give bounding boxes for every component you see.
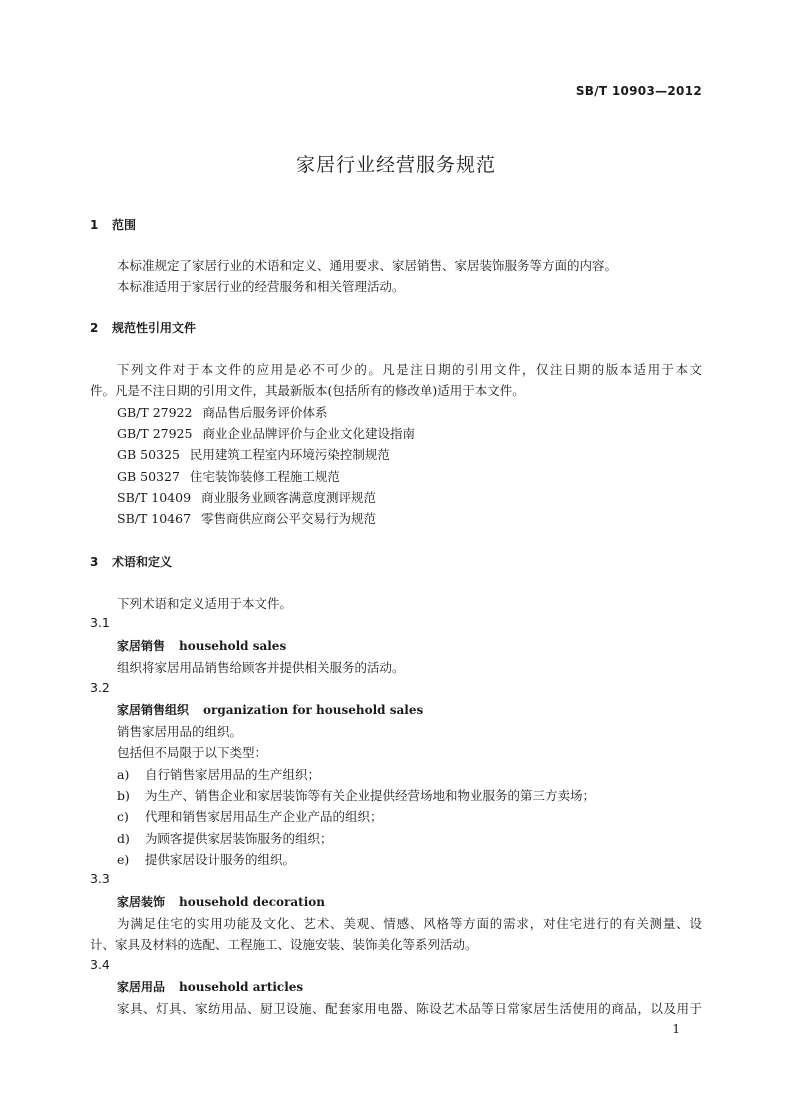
definition-line: 为满足住宅的实用功能及文化、艺术、美观、情感、风格等方面的需求，对住宅进行的有关测量、设 <box>117 916 702 931</box>
list-item <box>117 850 295 868</box>
clause-number: 3.3 <box>90 871 110 886</box>
reference-item <box>117 424 415 442</box>
definition: 销售家居用品的组织。 <box>117 724 243 739</box>
list-marker: c) <box>117 809 129 824</box>
term-chinese: 家居用品 <box>117 980 166 994</box>
reference-code: SB/T 10467 <box>117 511 192 526</box>
section-title: 术语和定义 <box>112 555 173 569</box>
reference-code: SB/T 10409 <box>117 490 192 505</box>
reference-code: GB/T 27922 <box>117 405 193 420</box>
definition: 组织将家居用品销售给顾客并提供相关服务的活动。 <box>117 660 405 675</box>
reference-name: 零售商供应商公平交易行为规范 <box>201 511 377 526</box>
term-english: household articles <box>179 980 304 994</box>
reference-item <box>117 403 327 421</box>
reference-item <box>117 445 390 463</box>
term-entry <box>117 978 303 995</box>
list-marker: e) <box>117 852 130 867</box>
list-text: 提供家居设计服务的组织。 <box>145 852 296 867</box>
list-text: 自行销售家居用品的生产组织； <box>145 767 321 782</box>
reference-name: 商业服务业顾客满意度测评规范 <box>201 490 377 505</box>
term-english: household sales <box>179 639 287 653</box>
reference-name: 住宅装饰装修工程施工规范 <box>189 469 340 484</box>
list-marker: a) <box>117 767 130 782</box>
term-english: organization for household sales <box>203 703 424 717</box>
list-text: 代理和销售家居用品生产企业产品的组织； <box>145 809 383 824</box>
clause-number: 3.2 <box>90 680 110 695</box>
section-number: 1 <box>90 218 99 232</box>
page-number: 1 <box>672 1022 680 1036</box>
term-english: household decoration <box>179 895 325 909</box>
reference-name: 民用建筑工程室内环境污染控制规范 <box>189 447 390 462</box>
reference-item <box>117 509 376 527</box>
list-item <box>117 765 320 783</box>
section-heading-terms <box>90 553 172 570</box>
paragraph: 件。凡是不注日期的引用文件，其最新版本(包括所有的修改单)适用于本文件。 <box>90 383 525 398</box>
section-heading-normative-references <box>90 319 196 336</box>
paragraph: 本标准适用于家居行业的经营服务和相关管理活动。 <box>117 279 405 294</box>
section-title: 范围 <box>112 218 137 232</box>
reference-code: GB 50325 <box>117 447 180 462</box>
definition-line: 计、家具及材料的选配、工程施工、设施安装、装饰美化等系列活动。 <box>90 937 478 952</box>
term-entry <box>117 637 286 654</box>
note: 包括但不局限于以下类型： <box>117 745 268 760</box>
list-item <box>117 786 595 804</box>
paragraph: 本标准规定了家居行业的术语和定义、通用要求、家居销售、家居装饰服务等方面的内容。 <box>117 258 618 273</box>
list-text: 为生产、销售企业和家居装饰等有关企业提供经营场地和物业服务的第三方卖场； <box>145 788 596 803</box>
reference-name: 商品售后服务评价体系 <box>202 405 328 420</box>
section-number: 3 <box>90 555 99 569</box>
document-title: 家居行业经营服务规范 <box>295 154 496 176</box>
term-chinese: 家居装饰 <box>117 895 166 909</box>
clause-number: 3.1 <box>90 615 110 630</box>
term-chinese: 家居销售 <box>117 639 166 653</box>
list-item <box>117 829 333 847</box>
list-marker: d) <box>117 831 130 846</box>
list-text: 为顾客提供家居装饰服务的组织； <box>145 831 333 846</box>
list-marker: b) <box>117 788 130 803</box>
definition-line: 家具、灯具、家纺用品、厨卫设施、配套家用电器、陈设艺术品等日常家居生活使用的商品，以及用于 <box>117 1001 702 1016</box>
list-item <box>117 807 383 825</box>
term-entry <box>117 701 423 718</box>
reference-code: GB 50327 <box>117 469 180 484</box>
section-title: 规范性引用文件 <box>112 321 197 335</box>
reference-code: GB/T 27925 <box>117 426 193 441</box>
term-entry <box>117 893 325 910</box>
reference-item <box>117 467 340 485</box>
reference-item <box>117 488 376 506</box>
term-chinese: 家居销售组织 <box>117 703 190 717</box>
clause-number: 3.4 <box>90 957 110 972</box>
paragraph: 下列术语和定义适用于本文件。 <box>117 596 293 611</box>
section-number: 2 <box>90 321 99 335</box>
paragraph: 下列文件对于本文件的应用是必不可少的。凡是注日期的引用文件，仅注日期的版本适用于本文 <box>117 362 702 377</box>
section-heading-scope <box>90 216 136 233</box>
reference-name: 商业企业品牌评价与企业文化建设指南 <box>202 426 415 441</box>
standard-code: SB/T 10903—2012 <box>575 84 702 98</box>
